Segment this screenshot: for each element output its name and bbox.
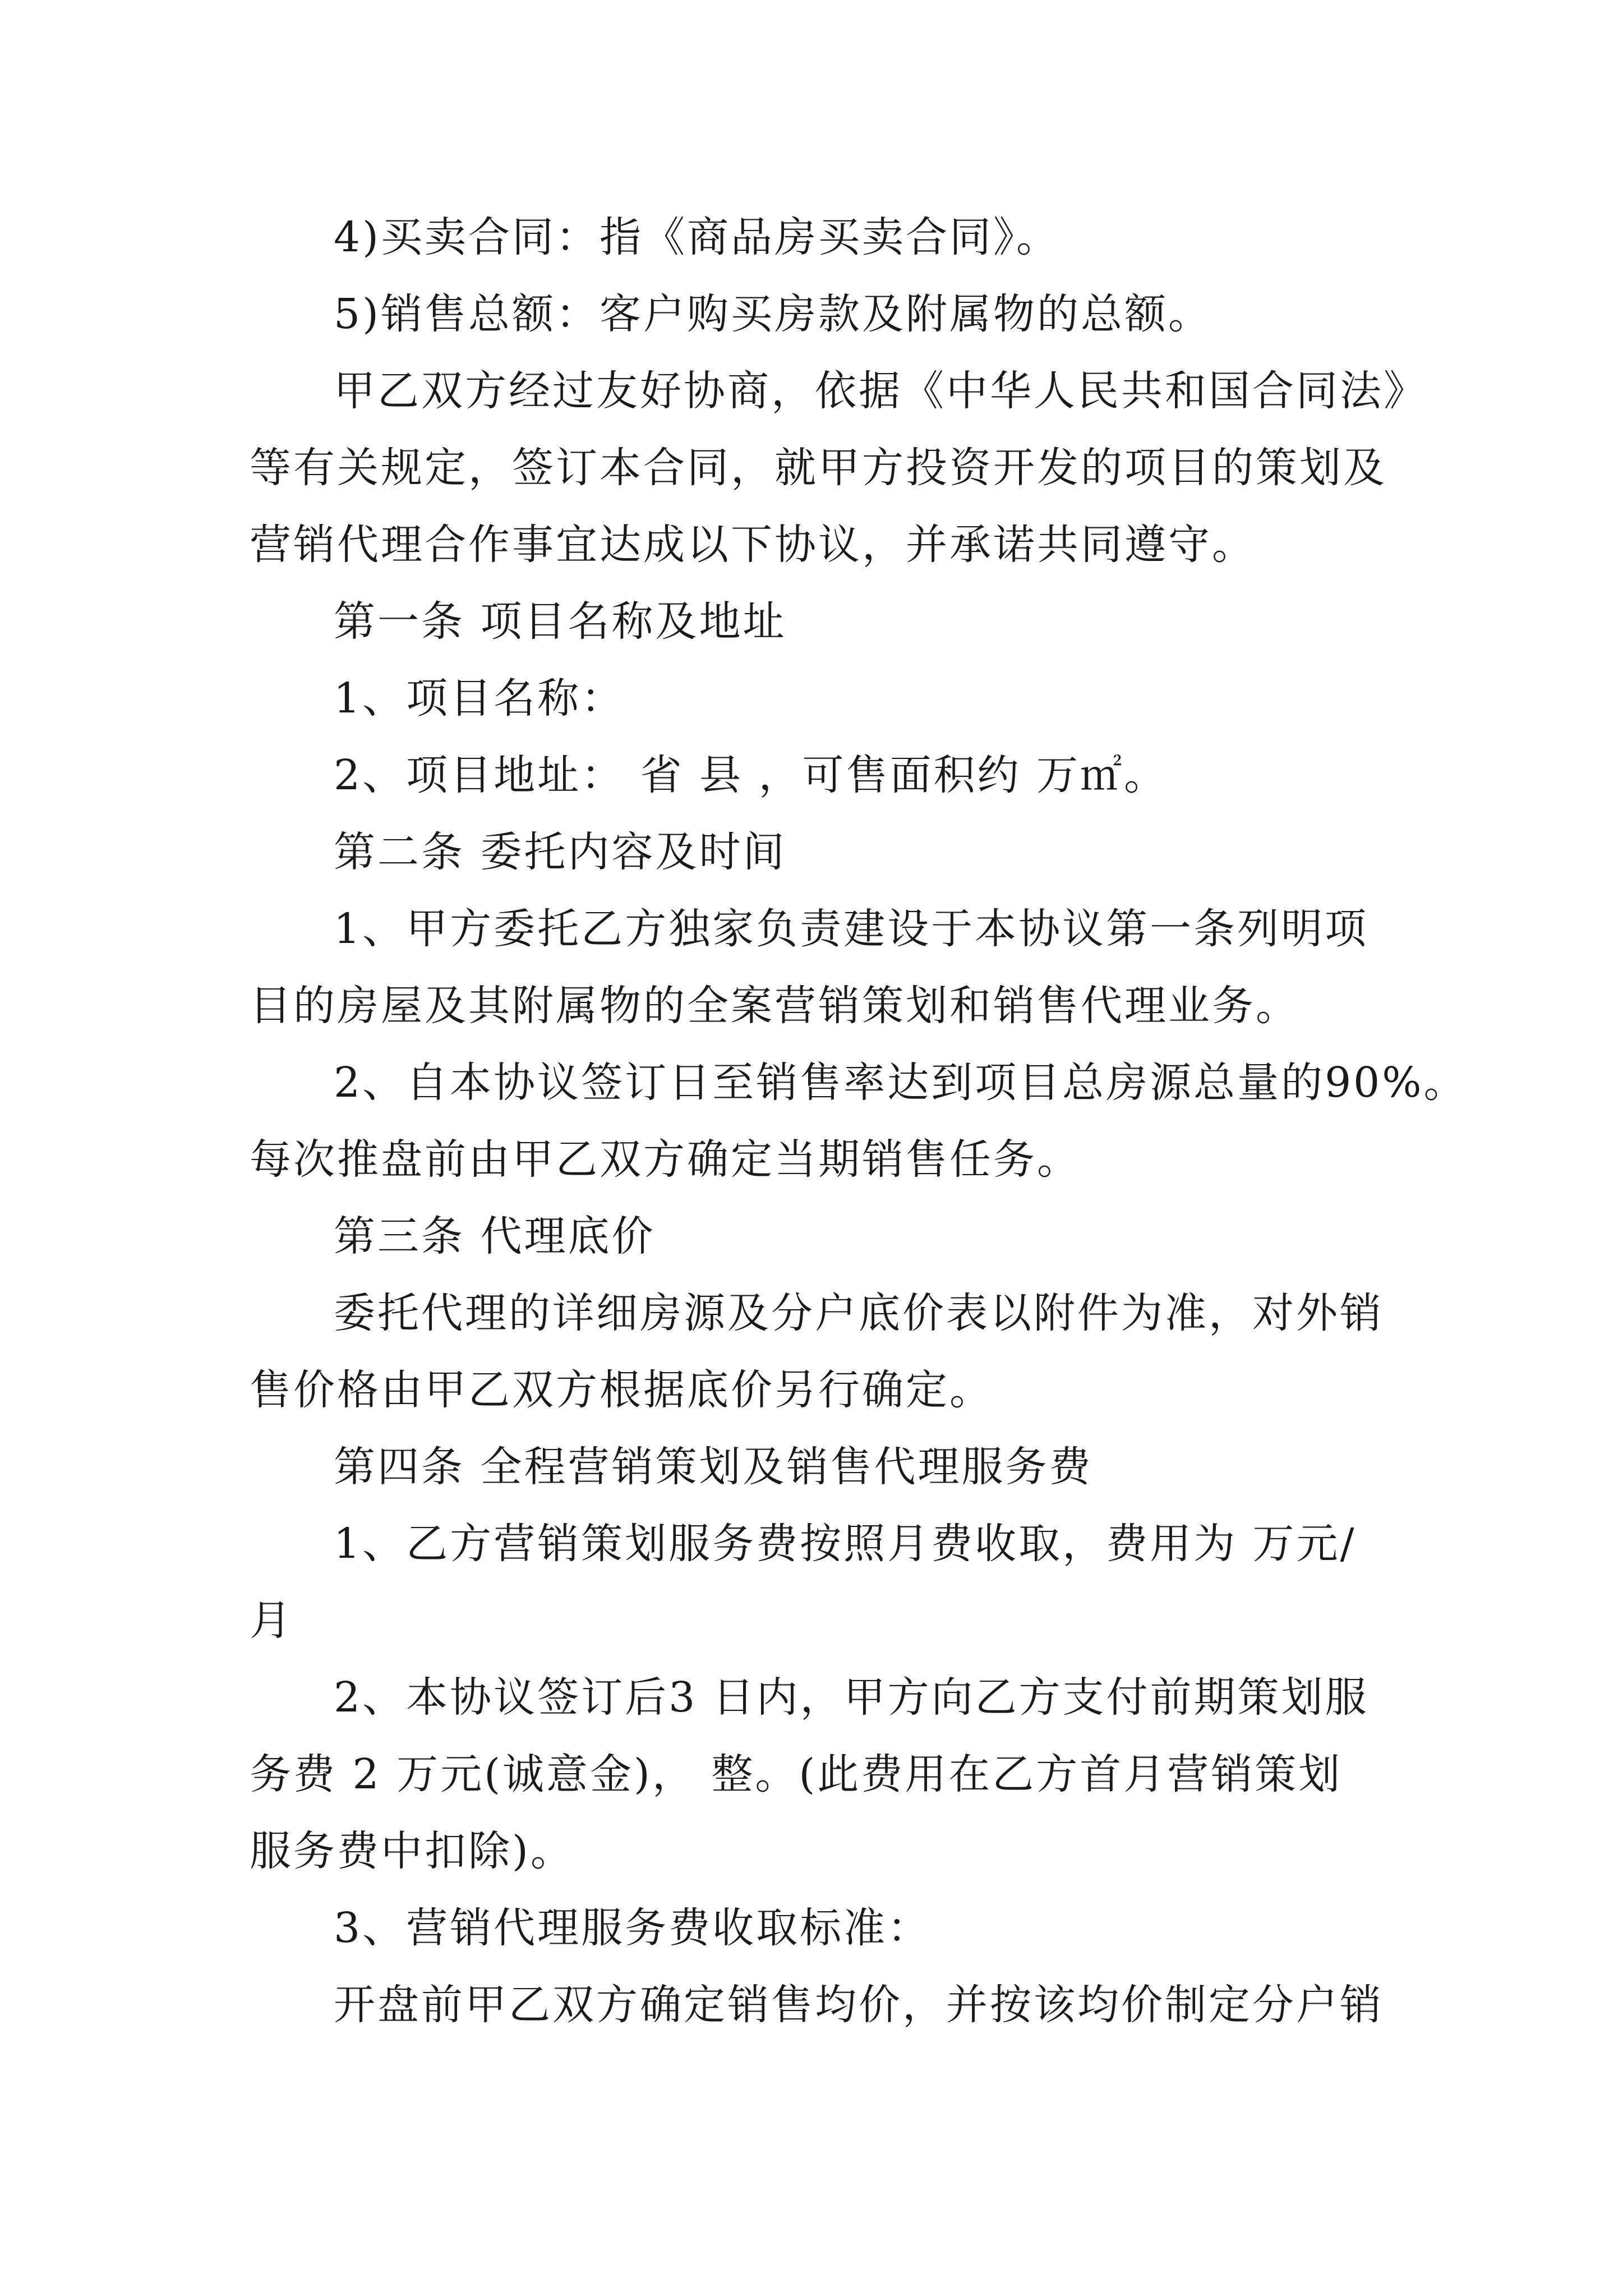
document-line: 第三条 代理底价 (334, 1212, 656, 1260)
document-line: 1、甲方委托乙方独家负责建设于本协议第一条列明项 (334, 905, 1369, 953)
document-line: 务费 2 万元(诚意金)， 整。(此费用在乙方首月营销策划 (250, 1750, 1343, 1798)
document-line: 售价格由甲乙双方根据底价另行确定。 (250, 1366, 993, 1414)
document-line: 开盘前甲乙双方确定销售均价，并按该均价制定分户销 (334, 1981, 1384, 2029)
document-line: 1、乙方营销策划服务费按照月费收取，费用为 万元/ (334, 1520, 1357, 1568)
document-line: 月 (250, 1596, 293, 1645)
document-line: 第四条 全程营销策划及销售代理服务费 (334, 1443, 1093, 1491)
document-body (250, 199, 1468, 2044)
document-line: 2、本协议签订后3 日内，甲方向乙方支付前期策划服 (334, 1673, 1369, 1722)
document-line: 2、项目地址： 省 县 ，可售面积约 万㎡。 (334, 751, 1168, 799)
document-line: 2、自本协议签订日至销售率达到项目总房源总量的90%。 (334, 1059, 1468, 1107)
document-line: 服务费中扣除)。 (250, 1827, 574, 1875)
document-line: 5)销售总额：客户购买房款及附属物的总额。 (334, 290, 1212, 338)
document-line: 营销代理合作事宜达成以下协议，并承诺共同遵守。 (250, 521, 1256, 569)
document-line: 甲乙双方经过友好协商，依据《中华人民共和国合同法》 (334, 367, 1427, 415)
document-line: 目的房屋及其附属物的全案营销策划和销售代理业务。 (250, 982, 1299, 1030)
document-line: 等有关规定，签订本合同，就甲方投资开发的项目的策划及 (250, 444, 1387, 492)
document-line: 3、营销代理服务费收取标准： (334, 1904, 932, 1952)
document-line: 1、项目名称： (334, 674, 625, 723)
document-line: 委托代理的详细房源及分户底价表以附件为准，对外销 (334, 1289, 1384, 1337)
document-line: 第二条 委托内容及时间 (334, 828, 787, 876)
document-line: 4)买卖合同：指《商品房买卖合同》。 (334, 213, 1060, 261)
document-line: 第一条 项目名称及地址 (334, 597, 787, 646)
document-line: 每次推盘前由甲乙双方确定当期销售任务。 (250, 1135, 1081, 1184)
